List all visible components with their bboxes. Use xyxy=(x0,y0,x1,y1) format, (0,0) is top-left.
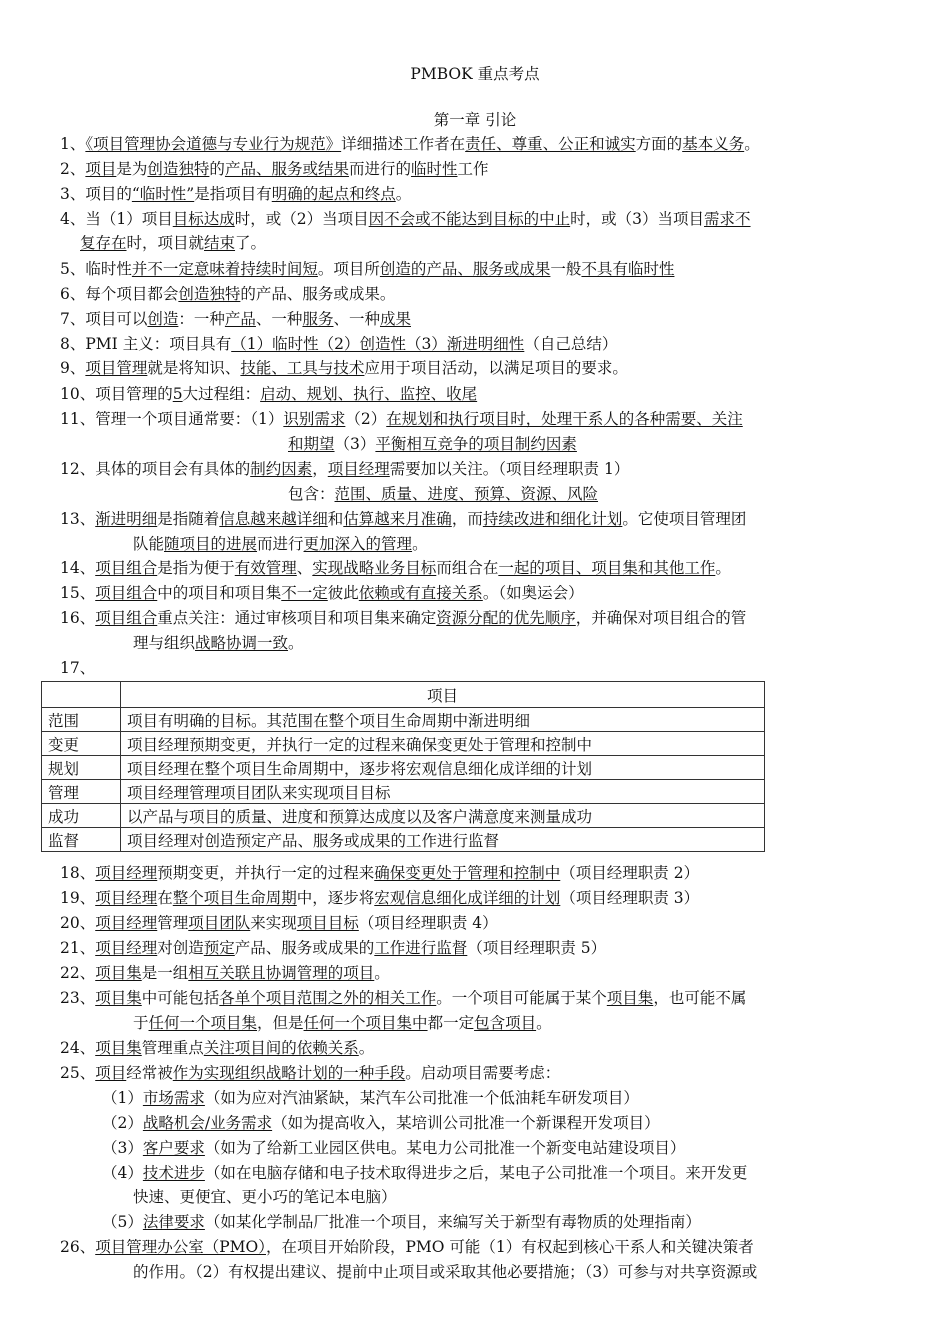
table-row: 范围 项目有明确的目标。其范围在整个项目生命周期中渐进明细 xyxy=(42,708,765,732)
item-3: 3、项目的“临时性”是指项目有明确的起点和终点。 xyxy=(60,185,412,203)
item-15: 15、项目组合中的项目和项目集不一定彼此依赖或有直接关系。（如奥运会） xyxy=(60,584,584,602)
item-6: 6、每个项目都会创造独特的产品、服务或成果。 xyxy=(60,285,396,303)
item-16-cont: 理与组织战略协调一致。 xyxy=(133,634,304,652)
item-26: 26、项目管理办公室（PMO），在项目开始阶段，PMO 可能（1）有权起到核心干系人和关键决策者 xyxy=(60,1238,754,1256)
item-22: 22、项目集是一组相互关联且协调管理的项目。 xyxy=(60,964,390,982)
item-2: 2、项目是为创造独特的产品、服务或结果而进行的临时性工作 xyxy=(60,160,489,178)
item-12: 12、具体的项目会有具体的制约因素，项目经理需要加以关注。（项目经理职责 1） xyxy=(60,460,630,478)
item-24: 24、项目集管理重点关注项目间的依赖关系。 xyxy=(60,1039,375,1057)
item-20: 20、项目经理管理项目团队来实现项目目标（项目经理职责 4） xyxy=(60,914,498,932)
item-12-cont: 包含：范围、质量、进度、预算、资源、风险 xyxy=(288,485,599,503)
comparison-table xyxy=(41,681,765,852)
item-17: 17、 xyxy=(60,659,96,677)
item-25-sub-5: （5）法律要求（如某化学制品厂批准一个项目，来编写关于新型有毒物质的处理指南） xyxy=(102,1213,701,1231)
item-16: 16、项目组合重点关注：通过审核项目和项目集来确定资源分配的优先顺序，并确保对项目组合的管 xyxy=(60,609,747,627)
item-25-sub-1: （1）市场需求（如为应对汽油紧缺，某汽车公司批准一个低油耗车研发项目） xyxy=(102,1089,639,1107)
item-5: 5、临时性并不一定意味着持续时间短。项目所创造的产品、服务或成果一般不具有临时性 xyxy=(60,260,675,278)
doc-title: PMBOK 重点考点 xyxy=(410,65,540,83)
table-header-blank xyxy=(42,682,121,708)
item-18: 18、项目经理预期变更，并执行一定的过程来确保变更处于管理和控制中（项目经理职责 2） xyxy=(60,864,700,882)
item-11-cont: 和期望（3）平衡相互竞争的项目制约因素 xyxy=(288,435,577,453)
item-23-cont: 于任何一个项目集，但是任何一个项目集中都一定包含项目。 xyxy=(133,1014,552,1032)
item-25-sub-3: （3）客户要求（如为了给新工业园区供电。某电力公司批准一个新变电站建设项目） xyxy=(102,1139,686,1157)
item-9: 9、项目管理就是将知识、技能、工具与技术应用于项目活动，以满足项目的要求。 xyxy=(60,359,628,377)
item-14: 14、项目组合是指为便于有效管理、实现战略业务目标而组合在一起的项目、项目集和其他工作。 xyxy=(60,559,731,577)
item-4-cont: 复存在时，项目就结束了。 xyxy=(80,234,267,252)
item-21: 21、项目经理对创造预定产品、服务或成果的工作进行监督（项目经理职责 5） xyxy=(60,939,607,957)
item-26-cont: 的作用。（2）有权提出建议、提前中止项目或采取其他必要措施；（3）可参与对共享资源或 xyxy=(133,1263,758,1281)
table-row: 管理 项目经理管理项目团队来实现项目目标 xyxy=(42,780,765,804)
item-10: 10、项目管理的5大过程组：启动、规划、执行、监控、收尾 xyxy=(60,385,478,403)
table-header: 项目 xyxy=(121,682,765,708)
item-4: 4、当（1）项目目标达成时，或（2）当项目因不会或不能达到目标的中止时，或（3）当项目需求不 xyxy=(60,210,751,228)
item-13: 13、渐进明细是指随着信息越来越详细和估算越来月准确，而持续改进和细化计划。它使项目管理团 xyxy=(60,510,747,528)
item-1: 1、《项目管理协会道德与专业行为规范》详细描述工作者在责任、尊重、公正和诚实方面的基本义务。 xyxy=(60,135,760,153)
item-7: 7、项目可以创造：一种产品、一种服务、一种成果 xyxy=(60,310,411,328)
item-8: 8、PMI 主义：项目具有（1）临时性（2）创造性（3）渐进明细性（自己总结） xyxy=(60,335,618,353)
table-row: 规划 项目经理在整个项目生命周期中，逐步将宏观信息细化成详细的计划 xyxy=(42,756,765,780)
table-header-row xyxy=(42,682,765,708)
item-25-sub-4: （4）技术进步（如在电脑存储和电子技术取得进步之后，某电子公司批准一个项目。来开发更 xyxy=(102,1164,748,1182)
item-13-cont: 队能随项目的进展而进行更加深入的管理。 xyxy=(133,535,428,553)
item-25-sub-2: （2）战略机会/业务需求（如为提高收入，某培训公司批准一个新课程开发项目） xyxy=(102,1114,660,1132)
table-row: 成功 以产品与项目的质量、进度和预算达成度以及客户满意度来测量成功 xyxy=(42,804,765,828)
item-19: 19、项目经理在整个项目生命周期中，逐步将宏观信息细化成详细的计划（项目经理职责 3） xyxy=(60,889,700,907)
table-row: 监督 项目经理对创造预定产品、服务或成果的工作进行监督 xyxy=(42,828,765,852)
item-25: 25、项目经常被作为实现组织战略计划的一种手段。启动项目需要考虑： xyxy=(60,1064,561,1082)
item-25-sub-4-cont: 快速、更便宜、更小巧的笔记本电脑） xyxy=(133,1188,397,1206)
chapter-heading: 第一章 引论 xyxy=(433,111,517,129)
item-11: 11、管理一个项目通常要：（1）识别需求（2）在规划和执行项目时，处理干系人的各种需要、关注 xyxy=(60,410,743,428)
table-row: 变更 项目经理预期变更，并执行一定的过程来确保变更处于管理和控制中 xyxy=(42,732,765,756)
item-23: 23、项目集中可能包括各单个项目范围之外的相关工作。一个项目可能属于某个项目集，也可能不属 xyxy=(60,989,747,1007)
